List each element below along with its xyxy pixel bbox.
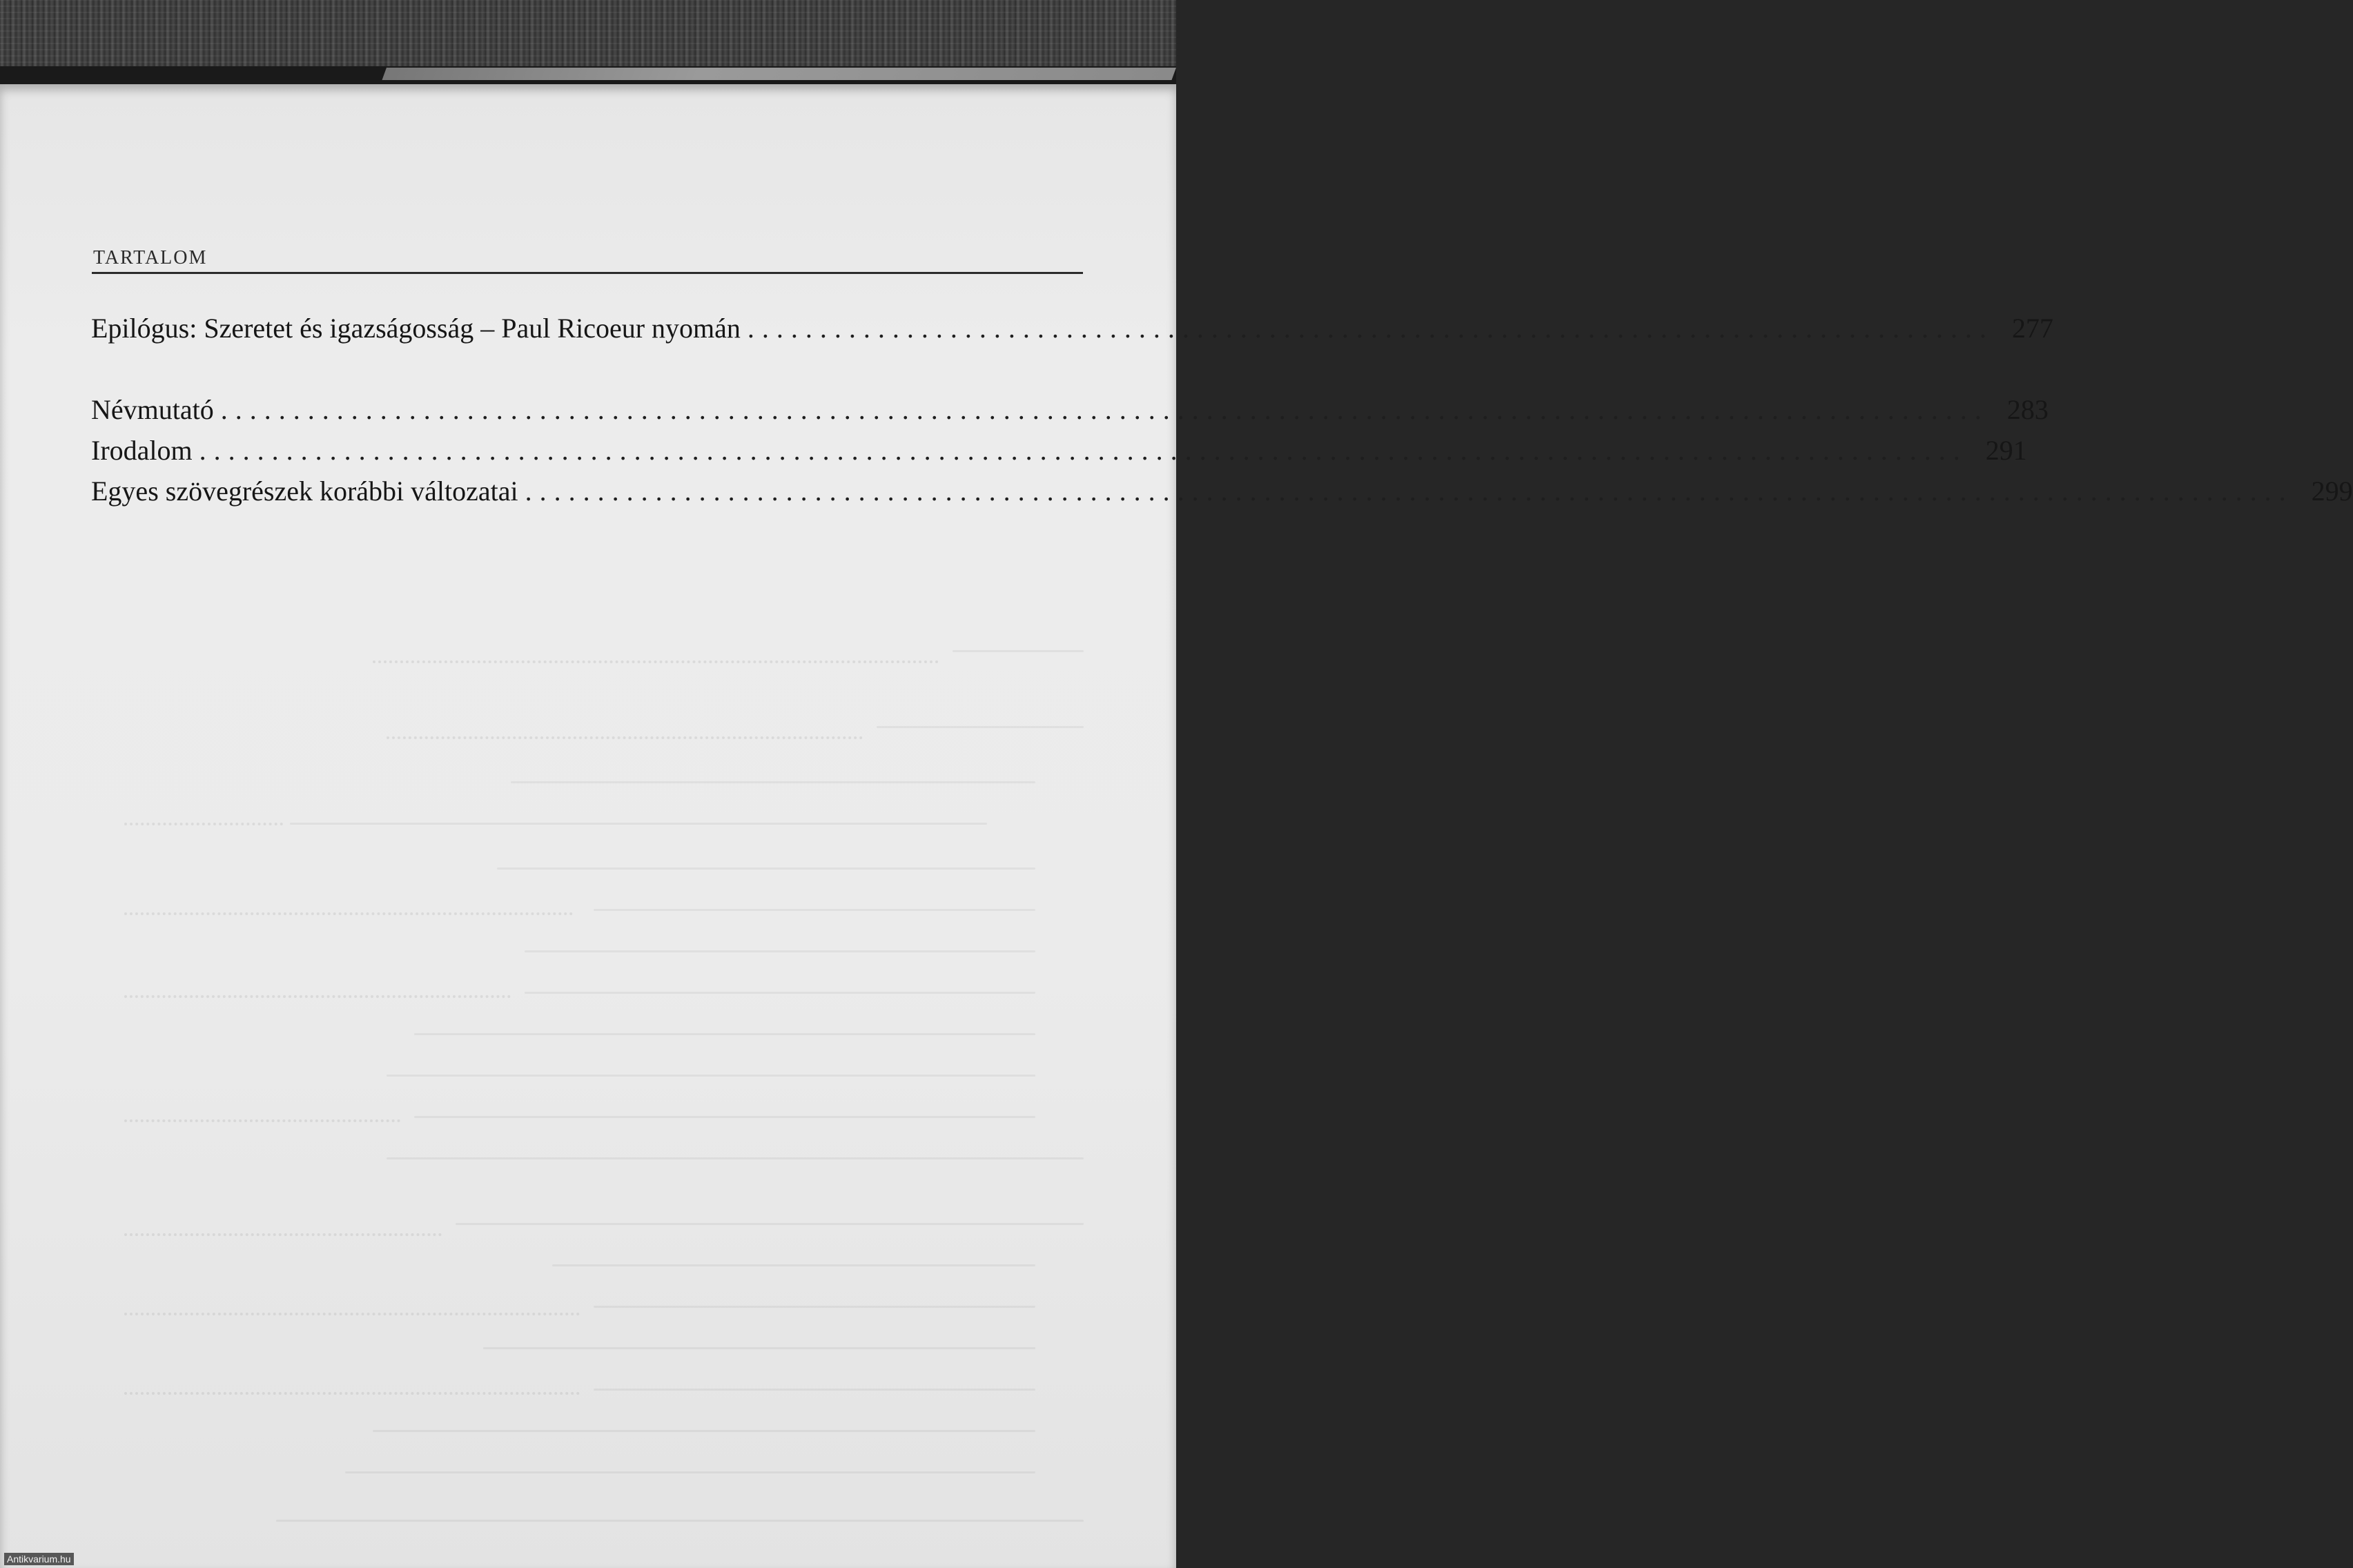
toc-entry-title: Egyes szövegrészek korábbi változatai xyxy=(91,476,518,507)
toc-dot-leader: ...................................................................................... xyxy=(747,313,1994,344)
toc-page-number: 277 xyxy=(2011,313,2053,344)
site-watermark: Antikvarium.hu xyxy=(4,1553,74,1565)
background-texture-overlay xyxy=(0,0,1176,69)
toc-entry-title: Irodalom xyxy=(91,435,193,466)
running-head: TARTALOM xyxy=(93,247,208,268)
show-through-text xyxy=(0,84,1176,1568)
toc-entry-korabbi-valtozatai xyxy=(91,475,2353,507)
toc-entry-epilogus xyxy=(91,312,2053,344)
book-page xyxy=(0,84,2353,1568)
toc-entry-title: Epilógus: Szeretet és igazságosság – Paul Ricoeur nyomán xyxy=(91,313,741,344)
toc-dot-leader: .......................................................................................................................... xyxy=(220,394,1989,425)
toc-page-number: 283 xyxy=(2007,394,2049,425)
toc-page-number: 291 xyxy=(1985,435,2027,466)
toc-page-number: 299 xyxy=(2311,476,2353,507)
toc-entry-nevmutato xyxy=(91,393,2049,426)
header-rule xyxy=(92,272,1083,274)
toc-dot-leader: .......................................................................................................................... xyxy=(199,435,1968,466)
background-light-band xyxy=(382,68,1176,80)
toc-entry-title: Névmutató xyxy=(91,394,214,425)
toc-entry-irodalom xyxy=(91,434,2027,467)
toc-dot-leader: .......................................................................................................................... xyxy=(525,476,2294,507)
